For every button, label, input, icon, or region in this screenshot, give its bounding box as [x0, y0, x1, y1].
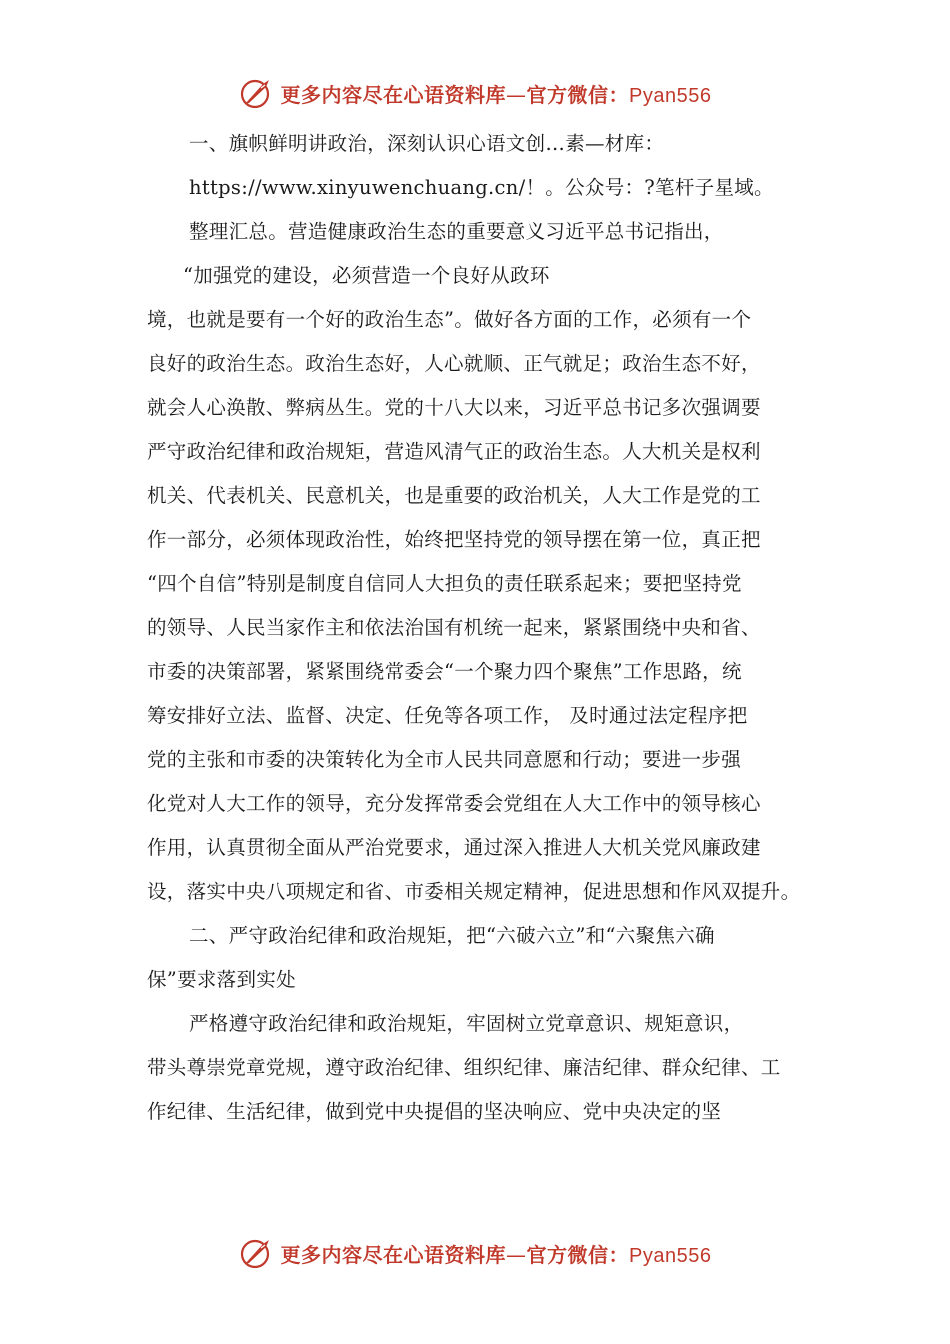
banner-wechat-label: 官方微信： [526, 1242, 630, 1267]
banner-handle: Pyan556 [629, 84, 712, 107]
text-line: 设，落实中央八项规定和省、市委相关规定精神，促进思想和作风双提升。 [147, 880, 801, 903]
text-line: 筹安排好立法、监督、决定、任免等各项工作， 及时通过法定程序把 [147, 704, 748, 727]
section-heading-continued: 保”要求落到实处 [147, 968, 296, 991]
footer-banner [0, 1233, 950, 1273]
text-line: 境，也就是要有一个好的政治生态”。做好各方面的工作，必须有一个 [147, 308, 752, 331]
text-line: 一、旗帜鲜明讲政治，深刻认识心语文创…素—材库： [189, 132, 665, 155]
banner-text [281, 79, 712, 108]
text-line: 党的主张和市委的决策转化为全市人民共同意愿和行动；要进一步强 [147, 748, 742, 771]
banner-title: 更多内容尽在心语资料库 [280, 1242, 507, 1267]
text-line: 整理汇总。营造健康政治生态的重要意义习近平总书记指出， [189, 220, 724, 243]
text-line: “加强党的建设，必须营造一个良好从政环 [183, 264, 550, 287]
text-line: 作纪律、生活纪律，做到党中央提倡的坚决响应、党中央决定的坚 [147, 1100, 722, 1123]
text-line: 严格遵守政治纪律和政治规矩，牢固树立党章意识、规矩意识， [189, 1012, 744, 1035]
text-line: 作一部分，必须体现政治性，始终把坚持党的领导摆在第一位，真正把 [147, 528, 761, 551]
banner-text [281, 1239, 712, 1268]
document-body [147, 122, 837, 1134]
text-line: 作用，认真贯彻全面从严治党要求，通过深入推进人大机关党风廉政建 [147, 836, 761, 859]
text-line: 机关、代表机关、民意机关，也是重要的政治机关，人大工作是党的工 [147, 484, 761, 507]
banner-wechat-label: 官方微信： [526, 82, 630, 107]
text-line: https://www.xinyuwenchuang.cn/！。公众号：?笔杆子星域。 [189, 176, 774, 199]
quill-logo-icon [239, 1236, 273, 1270]
text-line: 的领导、人民当家作主和依法治国有机统一起来，紧紧围绕中央和省、 [147, 616, 761, 639]
banner-separator: — [506, 1242, 527, 1267]
text-line: 就会人心涣散、弊病丛生。党的十八大以来，习近平总书记多次强调要 [147, 396, 761, 419]
banner-title: 更多内容尽在心语资料库 [280, 82, 507, 107]
text-line: 化党对人大工作的领导，充分发挥常委会党组在人大工作中的领导核心 [147, 792, 761, 815]
section-heading: 二、严守政治纪律和政治规矩，把“六破六立”和“六聚焦六确 [189, 924, 715, 947]
header-banner [0, 73, 950, 113]
banner-handle: Pyan556 [629, 1244, 712, 1267]
text-line: 市委的决策部署，紧紧围绕常委会“一个聚力四个聚焦”工作思路，统 [147, 660, 742, 683]
text-line: 良好的政治生态。政治生态好，人心就顺、正气就足；政治生态不好， [147, 352, 761, 375]
text-line: 带头尊崇党章党规，遵守政治纪律、组织纪律、廉洁纪律、群众纪律、工 [147, 1056, 781, 1079]
banner-separator: — [506, 82, 527, 107]
text-line: “四个自信”特别是制度自信同人大担负的责任联系起来；要把坚持党 [147, 572, 742, 595]
text-line: 严守政治纪律和政治规矩，营造风清气正的政治生态。人大机关是权利 [147, 440, 761, 463]
quill-logo-icon [239, 76, 273, 110]
